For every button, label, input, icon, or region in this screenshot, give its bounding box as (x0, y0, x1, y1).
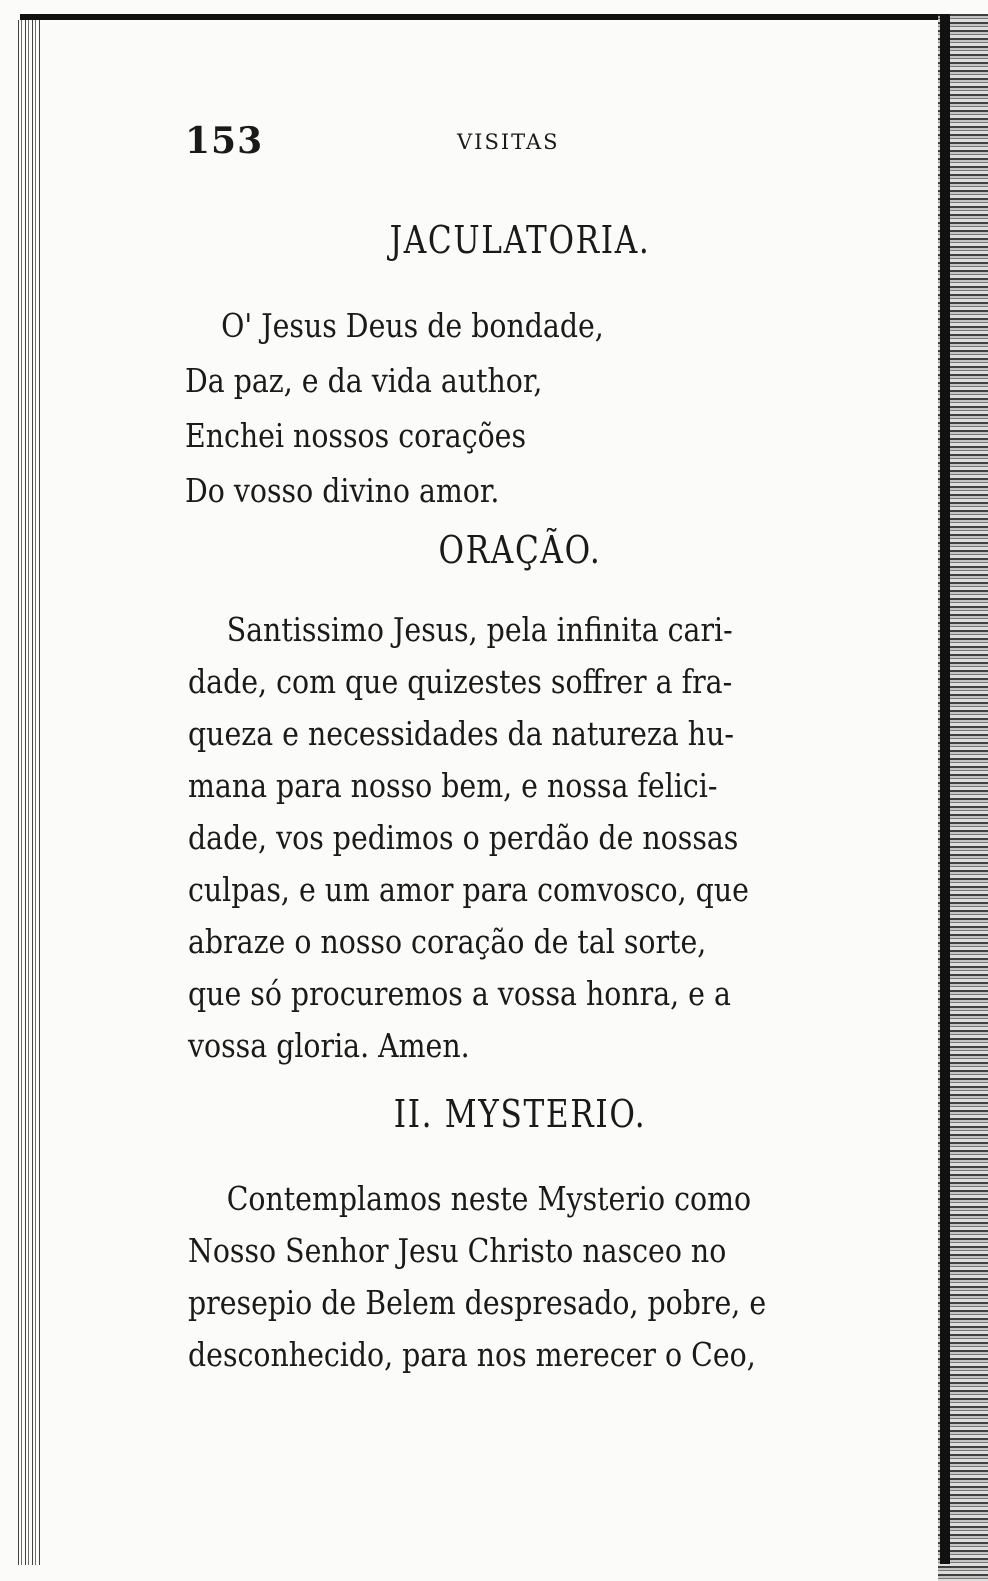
verse-line: Enchei nossos corações (185, 416, 527, 455)
mystery-line: desconhecido, para nos merecer o Ceo, (188, 1335, 756, 1374)
heading-mysterio: II. MYSTERIO. (393, 1092, 647, 1136)
verse-line: O' Jesus Deus de bondade, (221, 306, 604, 345)
page-number: 153 (185, 120, 264, 162)
prayer-paragraph (188, 604, 858, 1072)
mystery-paragraph (188, 1173, 858, 1381)
prayer-line: culpas, e um amor para comvosco, que (188, 870, 749, 909)
verse-line: Da paz, e da vida author, (185, 361, 543, 400)
scan-top-border (20, 14, 950, 20)
scan-left-edge (18, 20, 42, 1565)
running-title: VISITAS (457, 130, 560, 154)
heading-oracao: ORAÇÃO. (438, 528, 602, 572)
mystery-line: presepio de Belem despresado, pobre, e (188, 1283, 767, 1322)
prayer-line: abraze o nosso coração de tal sorte, (188, 922, 707, 961)
mystery-line: Nosso Senhor Jesu Christo nasceo no (188, 1231, 727, 1270)
prayer-line: dade, vos pedimos o perdão de nossas (188, 818, 739, 857)
prayer-line: dade, com que quizestes soffrer a fra- (188, 662, 733, 701)
prayer-line: que só procuremos a vossa honra, e a (188, 974, 731, 1013)
prayer-line: mana para nosso bem, e nossa felici- (188, 766, 718, 805)
heading-jaculatoria: JACULATORIA. (389, 218, 651, 262)
mystery-line: Contemplamos neste Mysterio como (226, 1179, 752, 1218)
running-head (185, 120, 865, 170)
jaculatoria-verse (185, 298, 825, 518)
verse-line: Do vosso divino amor. (185, 471, 500, 510)
scan-right-border (940, 14, 950, 1564)
prayer-line: vossa gloria. Amen. (188, 1026, 470, 1065)
prayer-line: Santissimo Jesus, pela infinita cari- (226, 610, 733, 649)
prayer-line: queza e necessidades da natureza hu- (188, 714, 734, 753)
